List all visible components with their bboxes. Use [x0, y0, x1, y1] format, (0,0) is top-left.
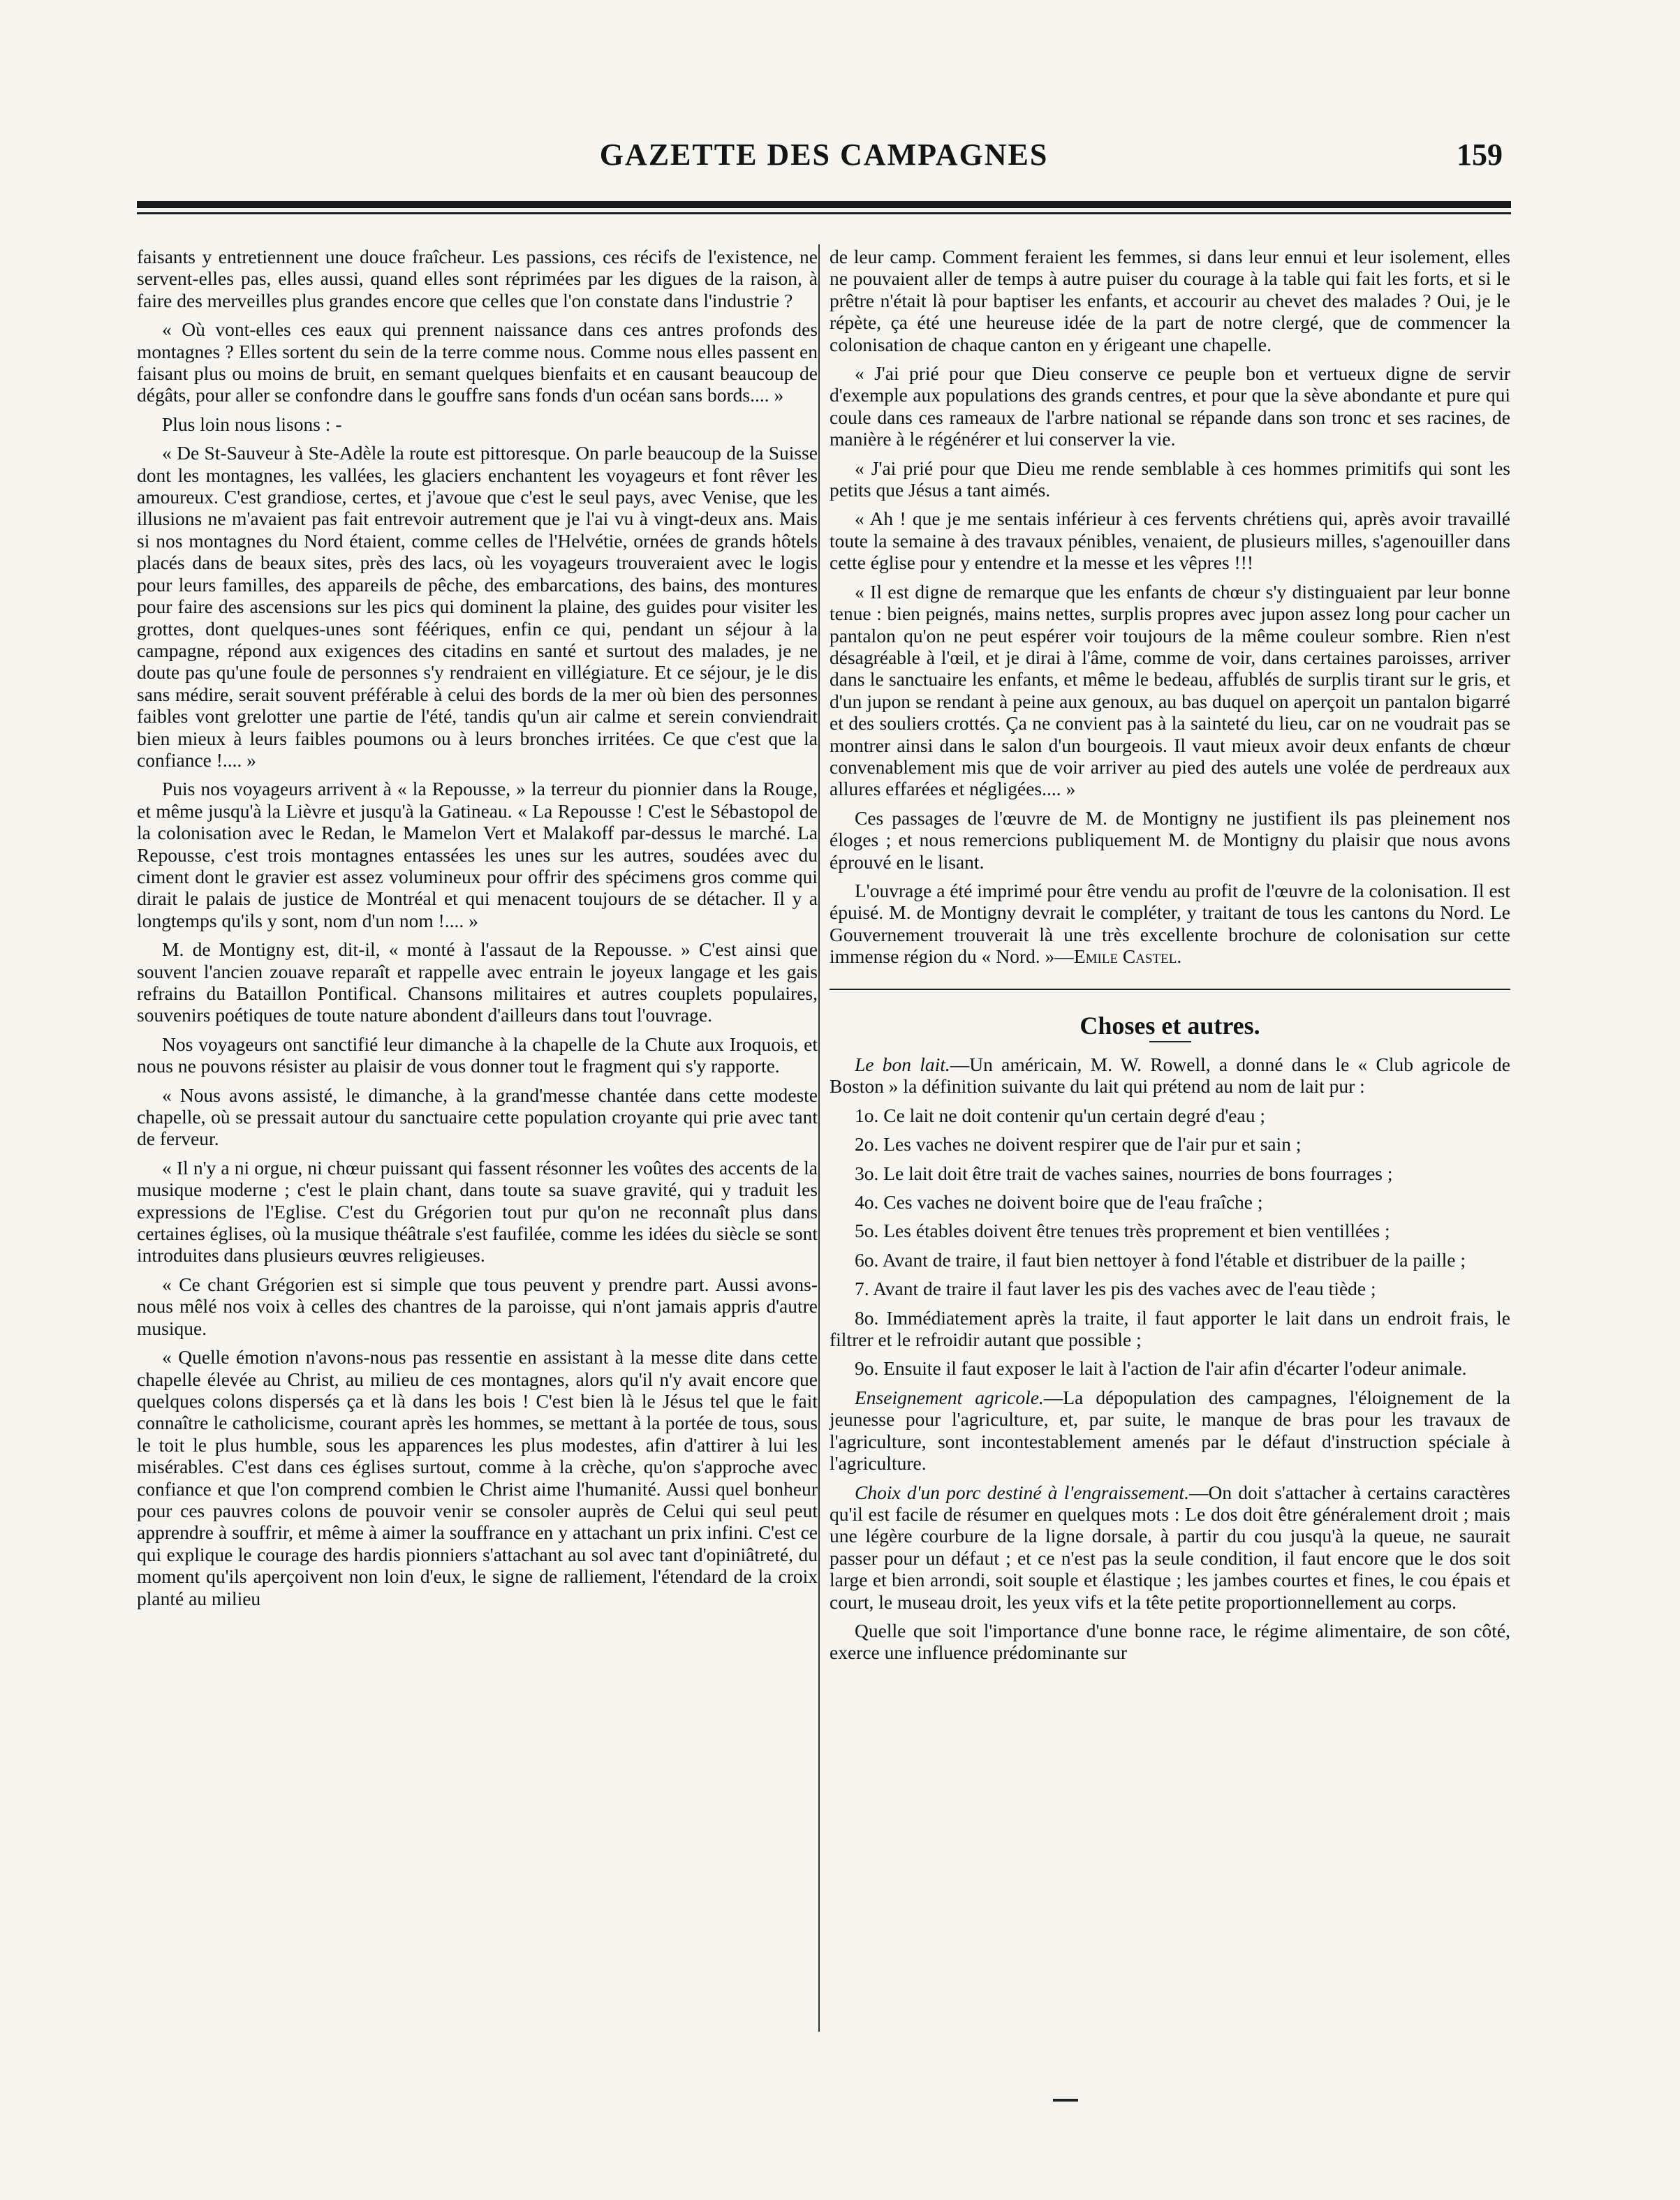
article-title: Enseignement agricole.	[855, 1386, 1044, 1408]
paragraph: M. de Montigny est, dit-il, « monté à l'assaut de la Repousse. » C'est ainsi que souvent l'ancien zouave reparaît et rappelle avec entrain le joyeux langage et les gais refrains du Bataillon Pontifical. Chansons militaires et autres couplets populaires, souvenirs poétiques de toute nature abondent d'ailleurs dans tout l'ouvrage.	[137, 938, 818, 1026]
article-paragraph	[830, 1387, 1510, 1475]
paragraph: « J'ai prié pour que Dieu conserve ce peuple bon et vertueux digne de servir d'exemple aux populations des grands centres, et pour que la sève abondante et pure qui coule dans ces rameaux de l'arbre national se répande dans son tronc et ses racines, de manière à le régénérer et lui conserver la vie.	[830, 362, 1510, 450]
column-divider	[818, 244, 820, 2032]
article-title: Le bon lait.	[855, 1054, 950, 1075]
list-item: 6o. Avant de traire, il faut bien nettoyer à fond l'étable et distribuer de la paille ;	[855, 1248, 1466, 1271]
paragraph: « De St-Sauveur à Ste-Adèle la route est pittoresque. On parle beaucoup de la Suisse dont les montagnes, les vallées, les glaciers enchantent les voyageurs et font rêver les amoureux. C'est grandiose, certes, et j'avoue que c'est le seul pays, avec Venise, que les illusions ne m'avaient pas fait entrevoir autrement que je l'ai vu à vingt-deux ans. Mais si nos montagnes du Nord étaient, comme celles de l'Helvétie, ornées de grands hôtels placés dans de beaux sites, près des lacs, où les voyageurs trouveraient avec le logis pour leurs familles, des appareils de pêche, des embarcations, des bains, des montures pour faire des ascensions sur les pics qui dominent la plaine, des guides pour visiter les grottes, dont quelques-unes sont féériques, enfin ce qui, pendant un séjour à la campagne, répond aux exigences des citadins en santé et surtout des malades, je ne doute pas qu'une foule de personnes s'y rendraient en villégiature. Et ce séjour, je le dis sans médire, serait souvent préférable à celui des bords de la mer où bien des personnes faibles vont grelotter une partie de l'été, tandis qu'un air calme et serein conviendrait bien mieux à leurs faibles poumons ou à leurs bronches irritées. Ce que c'est que la confiance !.... »	[137, 442, 818, 771]
right-column	[830, 246, 1510, 1664]
article-text: —On doit s'attacher à certains caractères qu'il est facile de résumer en quelques mots : Le dos doit être généralement droit ; mais une légère courbure de la ligne dorsale, à partir du cou jusqu'à la queue, ne saurait passer pour un défaut ; et ce n'est pas la seule condition, il faut encore que le dos soit large et bien arrondi, soit souple et élastique ; les jambes courtes et fines, le cou épais et court, le museau droit, les yeux vifs et la tête petite proportionnellement au corps.	[830, 1481, 1510, 1613]
paragraph: de leur camp. Comment feraient les femmes, si dans leur ennui et leur isolement, elles ne pouvaient aller de temps à autre puiser du courage à la table qui fait les forts, et si le prêtre n'était là pour baptiser les enfants, et accourir au chevet des malades ? Oui, je le répète, ça été une heureuse idée de la part de notre clergé, que de commencer la colonisation de chaque canton en y érigeant une chapelle.	[830, 246, 1510, 355]
article-title: Choix d'un porc destiné à l'engraissement.	[855, 1481, 1189, 1503]
left-column	[137, 246, 818, 1609]
paragraph: « Il est digne de remarque que les enfants de chœur s'y distinguaient par leur bonne tenue : bien peignés, mains nettes, surplis propres avec jupon assez long pour cacher un pantalon qu'on ne peut espérer voir toujours de la même couleur sombre. Rien n'est désagréable à l'œil, et je dirai à l'âme, comme de voir, dans certaines paroisses, arriver dans le sanctuaire les enfants, et même le bedeau, affublés de surplis tirant sur le gris, et d'un jupon se rendant à peine aux genoux, au bas duquel on aperçoit un pantalon bigarré et des souliers crottés. Ça ne convient pas à la sainteté du lieu, car on ne voudrait pas se montrer ainsi dans le salon d'un bourgeois. Il vaut mieux avoir deux enfants de chœur convenablement mis que de voir arriver au pied des autels une volée de perdreaux aux allures effarées et négligées.... »	[830, 580, 1510, 800]
paragraph: Puis nos voyageurs arrivent à « la Repousse, » la terreur du pionnier dans la Rouge, et même jusqu'à la Lièvre et jusqu'à la Gatineau. « La Repousse ! C'est le Sébastopol de la colonisation avec le Redan, le Mamelon Vert et Malakoff par-dessus le marché. La Repousse, c'est trois montagnes entassées les unes sur les autres, soudées avec du ciment dont le gravier est assez volumineux pour offrir des spécimens gros comme qui dirait le palais de justice de Montréal et qui menacent toujours de se détacher. Il y a longtemps qu'ils y sont, nom d'un nom !.... »	[137, 778, 818, 931]
author-signature: Emile Castel.	[1073, 945, 1182, 968]
list-item: 7. Avant de traire il faut laver les pis des vaches avec de l'eau tiède ;	[855, 1278, 1376, 1300]
list-item: 3o. Le lait doit être trait de vaches saines, nourries de bons fourrages ;	[855, 1162, 1393, 1184]
header-rule-thin	[137, 212, 1511, 214]
article-paragraph	[830, 1482, 1510, 1613]
article-lead	[830, 1054, 1510, 1098]
page-number: 159	[1457, 138, 1503, 172]
paragraph: « J'ai prié pour que Dieu me rende semblable à ces hommes primitifs qui sont les petits que Jésus a tant aimés.	[830, 457, 1510, 501]
list-item: 9o. Ensuite il faut exposer le lait à l'action de l'air afin d'écarter l'odeur animale.	[855, 1357, 1467, 1380]
paragraph	[830, 880, 1510, 968]
paragraph: « Où vont-elles ces eaux qui prennent naissance dans ces antres profonds des montagnes ? Elles sortent du sein de la terre comme nous. Comme nous elles passent en faisant plus ou moins de bruit, en semant quelques bienfaits et en causant beaucoup de dégâts, pour aller se confondre dans le gouffre sans fonds d'un océan sans bords.... »	[137, 318, 818, 406]
paragraph: « Ce chant Grégorien est si simple que tous peuvent y prendre part. Aussi avons-nous mêlé nos voix à celles des chantres de la paroisse, qui n'ont jamais appris d'autre musique.	[137, 1273, 818, 1339]
list-item: 5o. Les étables doivent être tenues très proprement et bien ventillées ;	[855, 1220, 1390, 1242]
paragraph: « Quelle émotion n'avons-nous pas ressentie en assistant à la messe dite dans cette chapelle élevée au Christ, au milieu de ces montagnes, alors qu'il n'y avait encore que quelques colons dispersés ça et là dans les bois ! C'est bien là le Jésus tel que le fait connaître le catholicisme, courant après les hommes, se mettant à la portée de tous, sous le toit le plus humble, sous les apparences les plus modestes, afin d'attirer à lui les misérables. C'est dans ces églises surtout, comme à la crèche, qu'on s'approche avec confiance et que l'on comprend combien le Christ aime l'humanité. Aussi quel bonheur pour ces pauvres colons de pouvoir venir se consoler auprès de Celui qui seul peut apprendre à souffrir, et même à aimer la souffrance en y attachant un prix infini. C'est ce qui explique le courage des hardis pionniers s'attachant au sol avec tant d'opiniâtreté, du moment qu'ils aperçoivent non loin d'eux, le signe de ralliement, l'étendard de la croix planté au milieu	[137, 1346, 818, 1609]
paragraph-text: L'ouvrage a été imprimé pour être vendu au profit de l'œuvre de la colonisation. Il est épuisé. M. de Montigny devrait le compléter, y traitant de tous les cantons du Nord. Le Gouvernement trouverait là une très excellente brochure de colonisation sur cette immense région du « Nord. »—	[830, 879, 1510, 968]
article-paragraph: Quelle que soit l'importance d'une bonne race, le régime alimentaire, de son côté, exerce une influence prédominante sur	[830, 1619, 1510, 1664]
list-item: 2o. Les vaches ne doivent respirer que de l'air pur et sain ;	[855, 1133, 1302, 1156]
paragraph: « Ah ! que je me sentais inférieur à ces fervents chrétiens qui, après avoir travaillé toute la semaine à des travaux pénibles, venaient, de plusieurs milles, s'agenouiller dans cette église pour y entendre et la messe et les vêpres !!!	[830, 508, 1510, 574]
publication-title: GAZETTE DES CAMPAGNES	[599, 138, 1049, 172]
page-header	[137, 137, 1511, 186]
paragraph: Nos voyageurs ont sanctifié leur dimanche à la chapelle de la Chute aux Iroquois, et nous ne pouvons résister au plaisir de vous donner tout le fragment qui s'y rapporte.	[137, 1033, 818, 1077]
paragraph: Ces passages de l'œuvre de M. de Montigny ne justifient ils pas pleinement nos éloges ; et nous remercions publiquement M. de Montigny du plaisir que nous avons éprouvé en le lisant.	[830, 806, 1510, 873]
article-text: —Un américain, M. W. Rowell, a donné dans le « Club agricole de Boston » la définition suivante du lait qui prétend au nom de lait pur :	[830, 1054, 1511, 1098]
paragraph: faisants y entretiennent une douce fraîcheur. Les passions, ces récifs de l'existence, ne servent-elles pas, elles aussi, quand elles sont réprimées par les digues de la raison, à faire des merveilles plus grandes encore que celles que l'on constate dans l'industrie ?	[137, 246, 818, 311]
paragraph: « Nous avons assisté, le dimanche, à la grand'messe chantée dans cette modeste chapelle, où se pressait autour du sanctuaire cette population croyante qui prie avec tant de ferveur.	[137, 1084, 818, 1150]
article-text: —La dépopulation des campagnes, l'éloignement de la jeunesse pour l'agriculture, et, par suite, le manque de bras pour les travaux de l'agriculture, sont incontestablement amenés par le défaut d'instruction spéciale à l'agriculture.	[830, 1386, 1510, 1475]
header-rule-thick	[137, 201, 1511, 208]
list-item: 1o. Ce lait ne doit contenir qu'un certain degré d'eau ;	[855, 1104, 1265, 1126]
footer-dash	[1053, 2099, 1078, 2102]
title-underline	[1149, 1041, 1191, 1042]
list-item: 4o. Ces vaches ne doivent boire que de l'eau fraîche ;	[855, 1191, 1263, 1213]
section-divider	[830, 989, 1510, 990]
paragraph: Plus loin nous lisons : -	[162, 413, 342, 435]
list-item: 8o. Immédiatement après la traite, il faut apporter le lait dans un endroit frais, le filtrer et le refroidir autant que possible ;	[830, 1306, 1510, 1351]
section-title: Choses et autres.	[1080, 1011, 1260, 1040]
paragraph: « Il n'y a ni orgue, ni chœur puissant qui fassent résonner les voûtes des accents de la musique moderne ; c'est le plain chant, dans toute sa suave gravité, qui y traduit les expressions de l'Eglise. C'est du Grégorien tout pur qu'on ne reconnaît plus dans certaines églises, où la musique théâtrale s'est faufilée, comme les idées du siècle se sont introduites dans plusieurs œuvres religieuses.	[137, 1156, 818, 1267]
